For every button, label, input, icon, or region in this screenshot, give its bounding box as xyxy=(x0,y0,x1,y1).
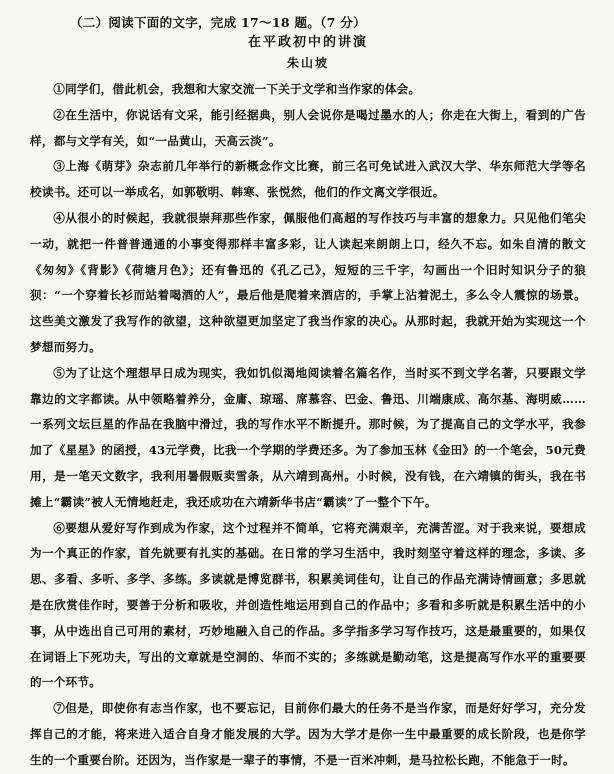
paragraph-3: ③上海《萌芽》杂志前几年举行的新概念作文比赛，前三名可免试进入武汉大学、华东师范大学等名校读书。还可以一举成名，如郭敬明、韩寒、张悦然，他们的作文离文学很近。 xyxy=(30,159,586,200)
question-section-header: （二）阅读下面的文字，完成 17～18 题。（7 分） xyxy=(70,15,366,30)
paragraph-1: ①同学们，借此机会，我想和大家交流一下关于文学和当作家的体会。 xyxy=(53,82,421,96)
paragraph-5: ⑤为了让这个理想早日成为现实，我如饥似渴地阅读着名篇名作，当时买不到文学名著，只要跟文学靠边的文字都读。从中领略着养分，金庸、琼瑶、席慕容、巴金、鲁迅、川端康成、高尔基、海明威……一系列文坛巨星的作品在我脑中滑过，我的写作水平不断提升。那时候，为了提高自己的文学水平，我参加了《星星》的函授，43元学费，比我一个学期的学费还多。为了参加玉林《金田》的一个笔会，50元费用，是一笔天文数字，我利用暑假贩卖雪条，从六靖到高州。小时候，没有钱，在六靖镇的街头，我在书摊上“霸读”被人无情地赶走，我还成功在六靖新华书店“霸读”了一整个下午。 xyxy=(30,365,586,509)
article-author: 朱山坡 xyxy=(286,56,329,70)
paragraph-2: ②在生活中，你说话有文采，能引经据典，别人会说你是喝过墨水的人；你走在大街上，看到的广告样，都与文学有关，如“一品黄山，天高云淡”。 xyxy=(30,107,586,148)
paragraph-6: ⑥要想从爱好写作到成为作家，这个过程并不简单，它将充满艰辛，充满苦涩。对于我来说，要想成为一个真正的作家，首先就要有扎实的基础。在日常的学习生活中，我时刻坚守着这样的理念，多读、多思、多看、多听、多学、多练。多读就是博览群书，积累美词佳句，让自己的作品充满诗情画意；多思就是在欣赏佳作时，要善于分析和吸收，并创造性地运用到自己的作品中；多看和多听就是积累生活中的小事，从中选出自己可用的素材，巧妙地融入自己的作品。多学指多学习写作技巧，这是最重要的，如果仅在词语上下死功夫，写出的文章就是空洞的、华而不实的；多练就是勤动笔，这是提高写作水平的重要要的一个环节。 xyxy=(30,520,586,690)
article-title: 在平政初中的讲演 xyxy=(247,35,368,50)
paragraph-7: ⑦但是，即使你有志当作家，也不要忘记，目前你们最大的任务不是当作家，而是好好学习，充分发挥自己的才能，将来进入适合自身才能发展的大学。因为大学才是你一生中最重要的成长阶段，也是你学生的一个重要台阶。还因为，当作家是一辈子的事情，不是一百米冲刺，是马拉松长跑，不能急于一时。 xyxy=(30,701,586,767)
paragraph-4: ④从很小的时候起，我就很崇拜那些作家，佩服他们高超的写作技巧与丰富的想象力。只见他们笔尖一动，就把一件普普通通的小事变得那样丰富多彩，让人读起来朗朗上口，经久不忘。如朱自清的散文《匆匆》《背影》《荷塘月色》；还有鲁迅的《孔乙己》，短短的三千字，勾画出一个旧时知识分子的狼狈：“一个穿着长衫而站着喝酒的人”，最后他是爬着来酒店的，手掌上沾着泥土，多么令人震惊的场景。这些美文激发了我写作的欲望，这种欲望更加坚定了我当作家的决心。从那时起，我就开始为实现这一个梦想而努力。 xyxy=(30,210,586,354)
